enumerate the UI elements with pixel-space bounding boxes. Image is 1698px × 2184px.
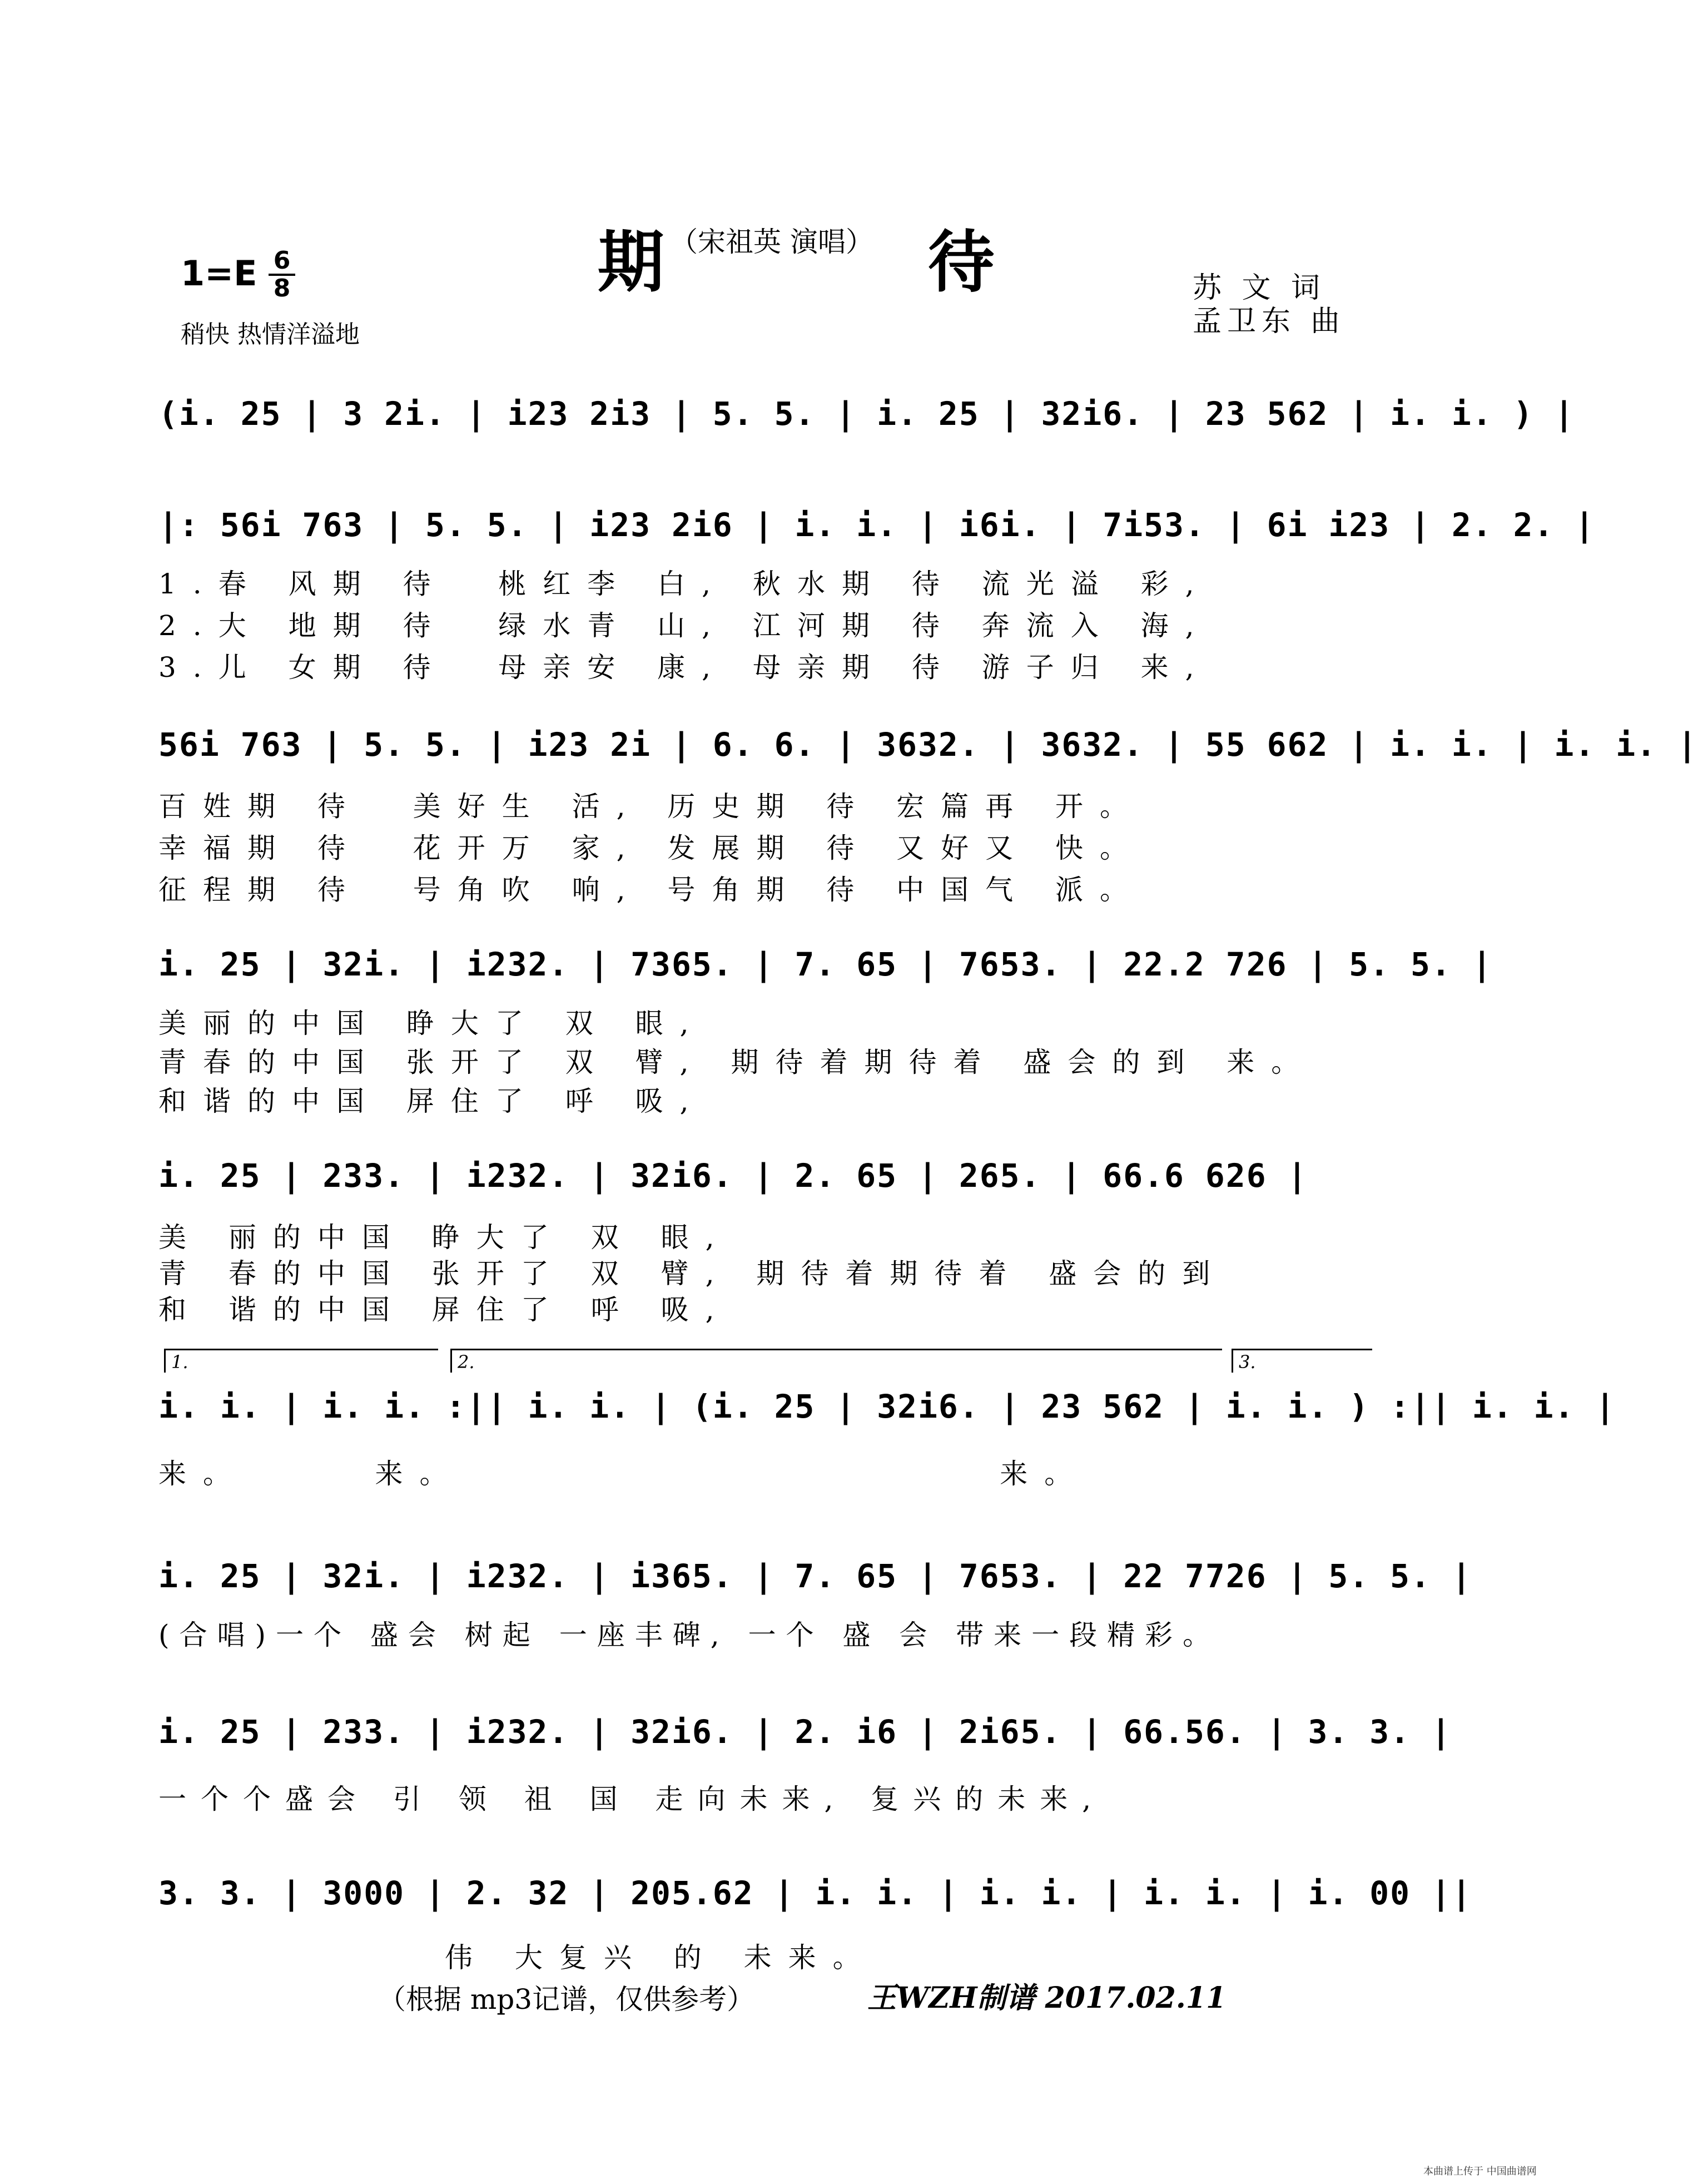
watermark-stamp: 本曲谱上传于 中国曲谱网 bbox=[1423, 2166, 1537, 2177]
lyric-line: 美 丽的中国 睁大了 双 眼, bbox=[158, 1221, 731, 1254]
lyric-line: 伟 大复兴 的 未来。 bbox=[445, 1942, 877, 1974]
score-line-6: i. i. | i. i. :|| i. i. | (i. 25 | 32i6. | 23 562 | i. i. ) :|| i. i. | bbox=[158, 1388, 1616, 1425]
composer: 孟卫东 曲 bbox=[1193, 305, 1346, 338]
maker-signature: 王WZH制谱 2017.02.11 bbox=[867, 1981, 1227, 2015]
lyric-line: 美丽的中国 睁大了 双 眼, bbox=[158, 1007, 706, 1039]
score-line-1: (i. 25 | 3 2i. | i23 2i3 | 5. 5. | i. 25 | 32i6. | 23 562 | i. i. ) | bbox=[158, 395, 1575, 433]
lyric-line: 来。 来。 来。 bbox=[158, 1458, 1089, 1490]
singer: （宋祖英 演唱） bbox=[670, 226, 873, 258]
score-line-5: i. 25 | 233. | i232. | 32i6. | 2. 65 | 265. | 66.6 626 | bbox=[158, 1157, 1308, 1195]
lyric-line: 和谐的中国 屏住了 呼 吸, bbox=[158, 1085, 706, 1117]
volta-bracket-1: 1. bbox=[164, 1349, 438, 1373]
lyric-line: (合唱)一个 盛会 树起 一座丰碑, 一个 盛 会 带来一段精彩。 bbox=[158, 1619, 1221, 1651]
score-line-8: i. 25 | 233. | i232. | 32i6. | 2. i6 | 2i65. | 66.56. | 3. 3. | bbox=[158, 1713, 1452, 1751]
lyric-line: 和 谐的中国 屏住了 呼 吸, bbox=[158, 1294, 731, 1326]
lyric-line: 3.儿 女期 待 母亲安 康, 母亲期 待 游子归 来, bbox=[158, 651, 1211, 684]
volta-bracket-2: 2. bbox=[450, 1349, 1222, 1373]
tempo-marking: 稍快 热情洋溢地 bbox=[181, 320, 360, 349]
lyricist: 苏 文 词 bbox=[1193, 271, 1326, 305]
meter-top: 6 bbox=[273, 246, 291, 275]
lyric-line: 一个个盛会 引 领 祖 国 走向未来, 复兴的未来, bbox=[158, 1783, 1106, 1815]
lyric-line: 青春的中国 张开了 双 臂, 期待着期待着 盛会的到 来。 bbox=[158, 1046, 1316, 1078]
time-signature bbox=[269, 246, 295, 303]
score-line-7: i. 25 | 32i. | i232. | i365. | 7. 65 | 7653. | 22 7726 | 5. 5. | bbox=[158, 1557, 1472, 1595]
lyric-line: 1.春 风期 待 桃红李 白, 秋水期 待 流光溢 彩, bbox=[158, 568, 1211, 600]
score-line-4: i. 25 | 32i. | i232. | 7365. | 7. 65 | 7653. | 22.2 726 | 5. 5. | bbox=[158, 945, 1493, 983]
score-line-9: 3. 3. | 3000 | 2. 32 | 205.62 | i. i. | i. i. | i. i. | i. 00 || bbox=[158, 1874, 1472, 1912]
lyric-line: 幸福期 待 花开万 家, 发展期 待 又好又 快。 bbox=[158, 832, 1145, 864]
lyric-line: 2.大 地期 待 绿水青 山, 江河期 待 奔流入 海, bbox=[158, 610, 1211, 642]
lyric-line: 百姓期 待 美好生 活, 历史期 待 宏篇再 开。 bbox=[158, 790, 1145, 823]
score-line-3: 56i 763 | 5. 5. | i23 2i | 6. 6. | 3632. | 3632. | 55 662 | i. i. | i. i. | bbox=[158, 726, 1698, 764]
title-char-2: 待 bbox=[927, 223, 997, 301]
footer-note: （根据 mp3记谱，仅供参考） bbox=[378, 1983, 755, 2015]
lyric-line: 青 春的中国 张开了 双 臂, 期待着期待着 盛会的到 bbox=[158, 1257, 1227, 1290]
lyric-line: 征程期 待 号角吹 响, 号角期 待 中国气 派。 bbox=[158, 874, 1145, 906]
score-line-2: |: 56i 763 | 5. 5. | i23 2i6 | i. i. | i6i. | 7i53. | 6i i23 | 2. 2. | bbox=[158, 506, 1596, 544]
volta-bracket-3: 3. bbox=[1232, 1349, 1372, 1373]
meter-bottom: 8 bbox=[273, 274, 291, 303]
title-char-1: 期 bbox=[597, 223, 667, 301]
key-signature: 1=E bbox=[181, 253, 257, 294]
